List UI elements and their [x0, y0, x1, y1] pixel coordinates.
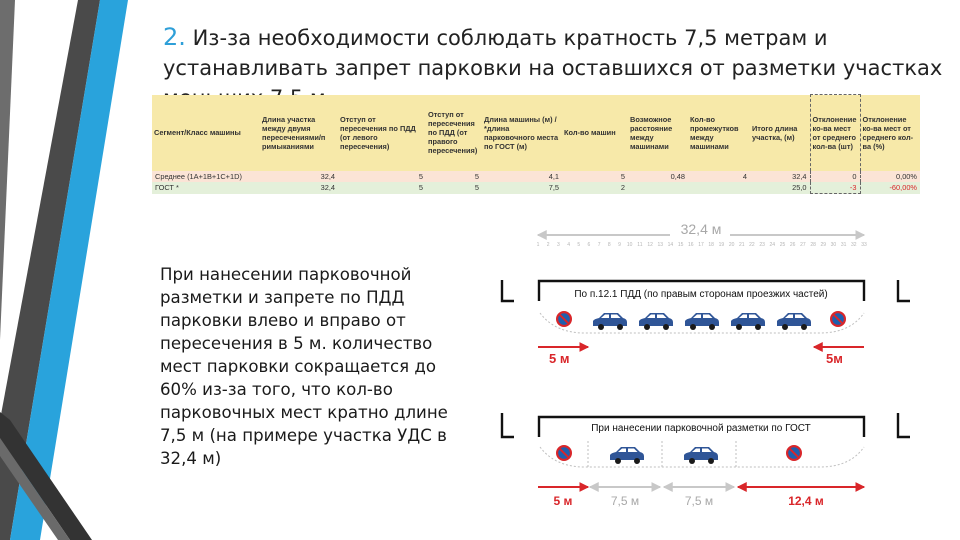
car-icon [731, 313, 765, 330]
ruler-mark: 8 [607, 242, 611, 248]
top-cars [593, 313, 811, 330]
table-cell [628, 182, 688, 194]
title-number: 2. [163, 23, 186, 51]
ruler-mark: 21 [739, 242, 745, 248]
table-cell: -60,00% [860, 182, 920, 194]
ruler-mark: 6 [587, 242, 591, 248]
car-icon [685, 313, 719, 330]
table-cell: 0,48 [628, 171, 688, 182]
table-cell: ГОСТ * [152, 182, 260, 194]
no-parking-sign-icon [556, 311, 572, 327]
car-icon [777, 313, 811, 330]
table-header-row [152, 95, 920, 172]
ruler-mark: 29 [820, 242, 827, 248]
table-cell: 4,1 [482, 171, 562, 182]
ruler-mark: 12 [647, 242, 653, 248]
table-cell: 5 [426, 171, 482, 182]
table-cell: 5 [426, 182, 482, 194]
table-cell: 2 [562, 182, 628, 194]
header-gap-count: Кол-во промежутков между машинами [688, 95, 750, 172]
header-offset-left: Отступ от пересечения по ПДД (от левого пересечения) [338, 95, 426, 172]
no-parking-sign-icon [786, 445, 802, 461]
car-icon [684, 447, 718, 464]
ruler-mark: 9 [618, 242, 621, 248]
ruler-mark: 11 [637, 242, 643, 248]
ruler-mark: 19 [718, 242, 725, 248]
car-icon [639, 313, 673, 330]
bottom-dimension: 5 м [553, 494, 573, 508]
table-cell: 5 [338, 182, 426, 194]
header-gap: Возможное расстояние между машинами [628, 95, 688, 172]
bottom-label: При нанесении парковочной разметки по ГОСТ [591, 423, 811, 434]
header-car-count: Кол-во машин [562, 95, 628, 172]
table-cell: 5 [562, 171, 628, 182]
table-cell: 7,5 [482, 182, 562, 194]
ruler-mark: 22 [749, 242, 755, 248]
ruler-mark: 15 [677, 242, 684, 248]
ruler-mark: 3 [557, 242, 560, 248]
ruler-mark: 17 [698, 242, 704, 248]
table-cell: 4 [688, 171, 750, 182]
header-total: Итого длина участка, (м) [750, 95, 810, 172]
ruler-mark: 24 [769, 242, 776, 248]
ruler-mark: 14 [667, 242, 674, 248]
ruler-mark: 5 [577, 242, 581, 248]
bottom-dimension: 12,4 м [788, 494, 824, 508]
total-length-label: 32,4 м [680, 221, 722, 237]
ruler-mark: 16 [688, 242, 694, 248]
ruler-mark: 7 [597, 242, 601, 248]
ruler-mark: 28 [810, 242, 816, 248]
decorative-stripes [0, 0, 160, 540]
table-cell: 0,00% [860, 171, 920, 182]
ruler-mark: 33 [861, 242, 867, 248]
ruler-mark: 20 [728, 242, 735, 248]
header-length: Длина участка между двумя пересечениями/п римыканиями [260, 95, 338, 172]
ruler-mark: 27 [800, 242, 806, 248]
ruler-mark: 13 [657, 242, 664, 248]
table-cell: -3 [810, 182, 860, 194]
bottom-cars [610, 447, 718, 464]
no-parking-sign-icon [830, 311, 846, 327]
ruler-mark: 10 [626, 242, 633, 248]
header-deviation-count: Отклонение ко-ва мест от среднего кол-ва (шт) [810, 95, 860, 172]
table-cell [688, 182, 750, 194]
table-cell: Среднее (1А+1В+1С+1D) [152, 171, 260, 182]
table-cell: 32,4 [750, 171, 810, 182]
ruler-mark: 18 [708, 242, 714, 248]
ruler-mark: 32 [851, 242, 857, 248]
ruler-mark: 30 [830, 242, 837, 248]
ruler [537, 242, 867, 248]
table-row [152, 171, 920, 182]
top-right-dimension: 5м [826, 351, 843, 366]
ruler-mark: 26 [789, 242, 796, 248]
header-offset-right: Отступ от пересечения по ПДД (от правого пересечения) [426, 95, 482, 172]
bottom-dimension: 7,5 м [684, 494, 714, 508]
table-cell: 32,4 [260, 171, 338, 182]
table-cell: 25,0 [750, 182, 810, 194]
header-deviation-percent: Отклонение ко-ва мест от среднего кол-ва (%) [860, 95, 920, 172]
top-left-dimension: 5 м [549, 351, 570, 366]
ruler-mark: 1 [536, 242, 540, 248]
top-label: По п.12.1 ПДД (по правым сторонам проезжих частей) [574, 289, 828, 300]
table-row [152, 182, 920, 194]
ruler-mark: 31 [840, 242, 847, 248]
header-segment: Сегмент/Класс машины [152, 95, 260, 172]
header-car-length: Длина машины (м) / *длина парковочного места по ГОСТ (м) [482, 95, 562, 172]
ruler-mark: 25 [779, 242, 786, 248]
ruler-mark: 4 [567, 242, 570, 248]
no-parking-sign-icon [556, 445, 572, 461]
description-text: При нанесении парковочной разметки и запрете по ПДД парковки влево и вправо от пересечения в 5 м. количество мест парковки сокращается до 60% из-за того, что кол-во парковочных мест кратно длине 7,5 м (на примере участка УДС в 32,4 м) [160, 265, 448, 468]
table-cell: 32,4 [260, 182, 338, 194]
table-cell: 5 [338, 171, 426, 182]
ruler-mark: 23 [759, 242, 765, 248]
title-text: Из-за необходимости соблюдать кратность 7,5 метрам и устанавливать запрет парковки на оставшихся от разметки участках [163, 26, 943, 80]
table-cell: 0 [810, 171, 860, 182]
car-icon [593, 313, 627, 330]
car-icon [610, 447, 644, 464]
parking-table [152, 94, 920, 194]
bottom-dimension: 7,5 м [610, 494, 640, 508]
ruler-mark: 2 [546, 242, 550, 248]
parking-diagram [480, 205, 960, 540]
